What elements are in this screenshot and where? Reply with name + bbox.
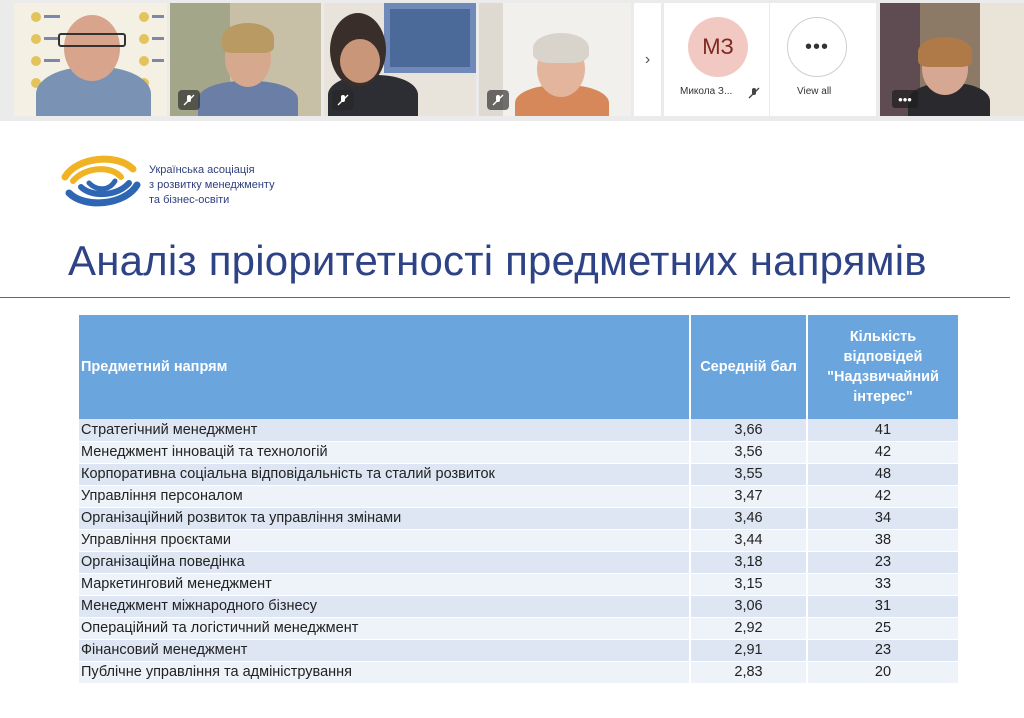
header-response-count: Кількість відповідей "Надзвичайний інтерес" xyxy=(807,315,959,419)
view-all-label: View all xyxy=(797,86,832,97)
average-score-cell: 3,18 xyxy=(690,551,807,573)
title-divider xyxy=(0,297,1010,298)
participant-video-3[interactable] xyxy=(324,3,476,116)
table-row xyxy=(79,529,959,551)
average-score-cell: 3,46 xyxy=(690,507,807,529)
participant-strip xyxy=(0,0,1024,121)
response-count-cell: 23 xyxy=(807,551,959,573)
table-header-row xyxy=(79,315,959,419)
response-count-cell: 38 xyxy=(807,529,959,551)
avatar xyxy=(688,17,748,77)
subject-cell: Стратегічний менеджмент xyxy=(79,419,690,441)
table-row xyxy=(79,485,959,507)
subject-cell: Публічне управління та адміністрування xyxy=(79,661,690,683)
average-score-cell: 2,92 xyxy=(690,617,807,639)
average-score-cell: 3,47 xyxy=(690,485,807,507)
view-all-button[interactable] xyxy=(770,3,876,116)
average-score-cell: 3,66 xyxy=(690,419,807,441)
table-row xyxy=(79,573,959,595)
more-icon: ••• xyxy=(787,17,847,77)
shared-slide xyxy=(0,139,1024,718)
subject-cell: Організаційна поведінка xyxy=(79,551,690,573)
header-subject-area: Предметний напрям xyxy=(79,315,690,419)
average-score-cell: 2,91 xyxy=(690,639,807,661)
participant-video-4[interactable] xyxy=(479,3,631,116)
organization-logo xyxy=(59,151,143,213)
average-score-cell: 3,55 xyxy=(690,463,807,485)
organization-name: Українська асоціація з розвитку менеджменту та бізнес-освіти xyxy=(149,164,275,206)
table-row xyxy=(79,617,959,639)
subject-cell: Фінансовий менеджмент xyxy=(79,639,690,661)
mic-off-icon xyxy=(178,90,200,110)
average-score-cell: 3,56 xyxy=(690,441,807,463)
average-score-cell: 3,06 xyxy=(690,595,807,617)
subject-cell: Операційний та логістичний менеджмент xyxy=(79,617,690,639)
subject-cell: Менеджмент інновацій та технологій xyxy=(79,441,690,463)
participant-video-2[interactable] xyxy=(170,3,321,116)
table-row xyxy=(79,639,959,661)
subject-cell: Управління персоналом xyxy=(79,485,690,507)
subject-cell: Управління проєктами xyxy=(79,529,690,551)
table-row xyxy=(79,551,959,573)
response-count-cell: 33 xyxy=(807,573,959,595)
subject-cell: Менеджмент міжнародного бізнесу xyxy=(79,595,690,617)
table-row xyxy=(79,507,959,529)
subject-cell: Маркетинговий менеджмент xyxy=(79,573,690,595)
average-score-cell: 2,83 xyxy=(690,661,807,683)
response-count-cell: 42 xyxy=(807,441,959,463)
priority-table xyxy=(79,315,960,684)
table-row xyxy=(79,419,959,441)
response-count-cell: 34 xyxy=(807,507,959,529)
response-count-cell: 20 xyxy=(807,661,959,683)
more-options-icon[interactable]: ••• xyxy=(892,90,918,108)
participant-avatar-card[interactable] xyxy=(664,3,769,116)
response-count-cell: 42 xyxy=(807,485,959,507)
average-score-cell: 3,15 xyxy=(690,573,807,595)
table-row xyxy=(79,661,959,683)
average-score-cell: 3,44 xyxy=(690,529,807,551)
avatar-initials: МЗ xyxy=(702,34,734,59)
response-count-cell: 25 xyxy=(807,617,959,639)
mic-off-icon xyxy=(487,90,509,110)
mic-off-icon xyxy=(748,87,760,99)
table-row xyxy=(79,463,959,485)
table-row xyxy=(79,595,959,617)
header-average-score: Середній бал xyxy=(690,315,807,419)
participant-name: Микола З... xyxy=(680,86,733,97)
response-count-cell: 23 xyxy=(807,639,959,661)
subject-cell: Корпоративна соціальна відповідальність та сталий розвиток xyxy=(79,463,690,485)
response-count-cell: 48 xyxy=(807,463,959,485)
participant-video-1[interactable] xyxy=(14,3,167,116)
table-row xyxy=(79,441,959,463)
subject-cell: Організаційний розвиток та управління змінами xyxy=(79,507,690,529)
response-count-cell: 41 xyxy=(807,419,959,441)
chevron-right-icon[interactable]: › xyxy=(634,3,661,116)
response-count-cell: 31 xyxy=(807,595,959,617)
slide-title: Аналіз пріоритетності предметних напрямів xyxy=(68,237,927,284)
mic-off-icon xyxy=(332,90,354,110)
